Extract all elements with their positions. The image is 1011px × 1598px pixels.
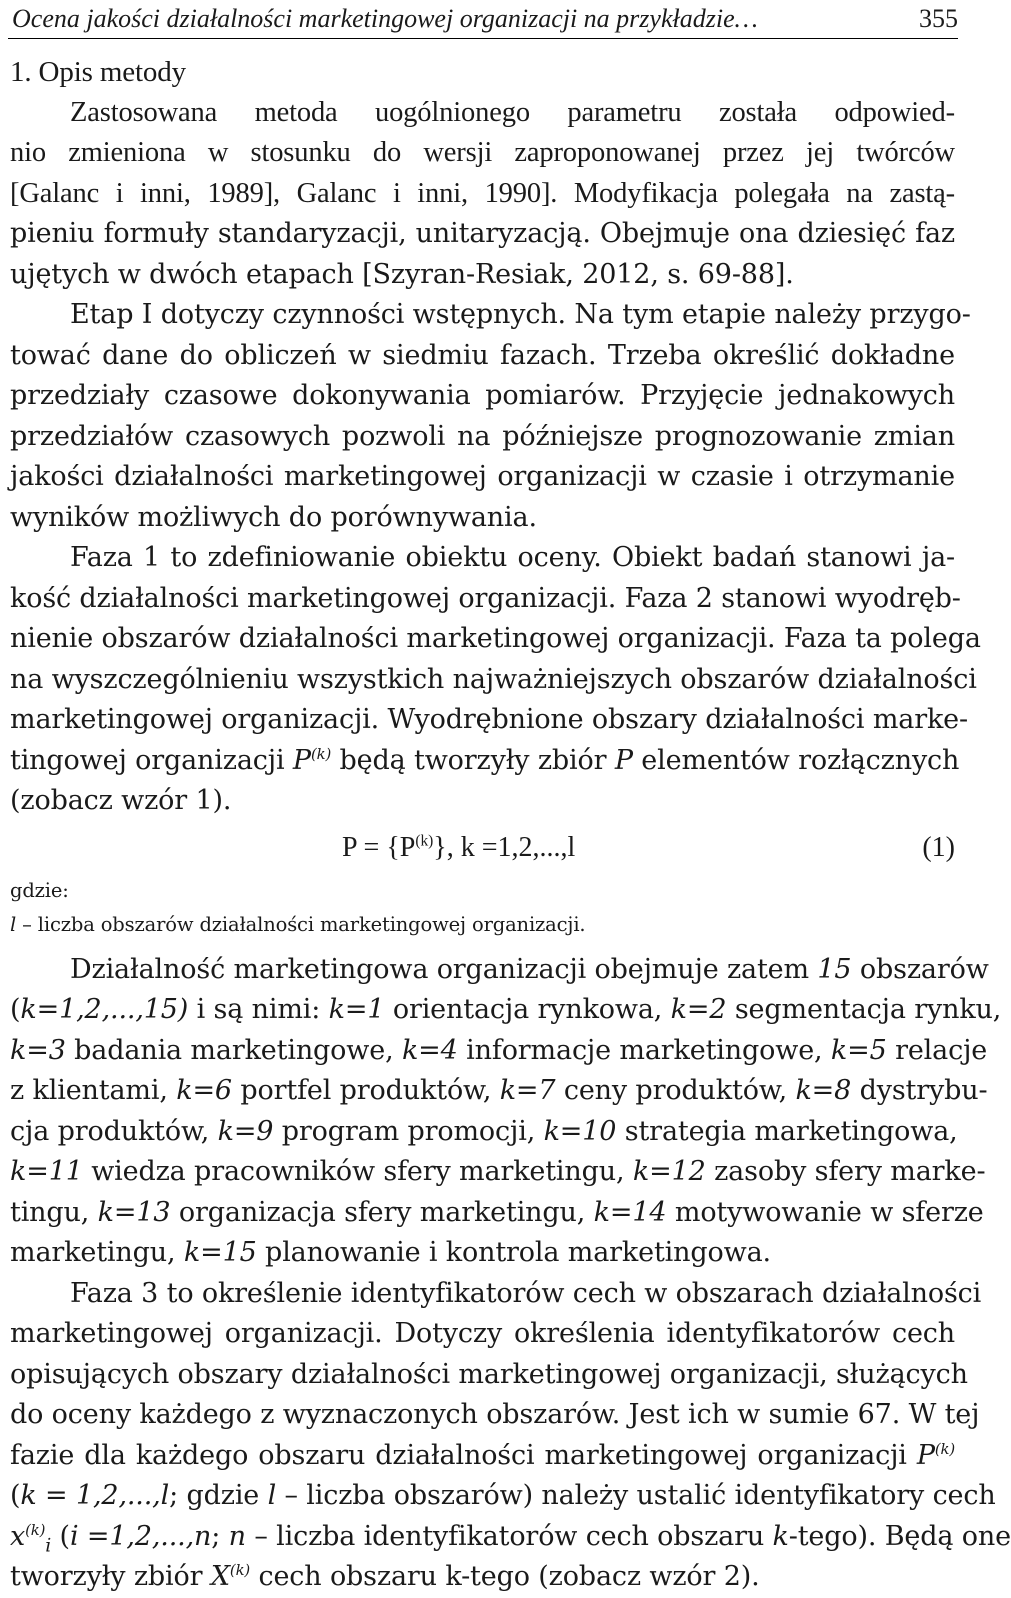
running-header: [8, 2, 958, 39]
text-line: opisujących obszary działalności marketingowej organizacji, służących: [10, 1358, 968, 1390]
text-line: (k=1,2,...,15) i są nimi: k=1 orientacja rynkowa, k=2 segmentacja rynku,: [10, 994, 1002, 1025]
text-line: tingu, k=13 organizacja sfery marketingu, k=14 motywowanie w sferze: [10, 1196, 984, 1228]
text-line: [Galanc i inni, 1989], Galanc i inni, 1990]. Modyfikacja polegała na zastą-: [10, 177, 955, 209]
page-body: [10, 52, 1011, 1598]
text-line: do oceny każdego z wyznaczonych obszarów. Jest ich w sumie 67. W tej: [10, 1399, 980, 1430]
section-heading: 1. Opis metody: [10, 56, 186, 88]
where-definition: l – liczba obszarów działalności marketingowej organizacji.: [10, 912, 586, 936]
text-line: marketingowej organizacji. Wyodrębnione obszary działalności marke-: [10, 704, 968, 735]
running-title: Ocena jakości działalności marketingowej organizacji na przykładzie…: [12, 4, 758, 33]
text-line: (zobacz wzór 1).: [10, 785, 232, 816]
text-line: Faza 1 to zdefiniowanie obiektu oceny. Obiekt badań stanowi ja-: [70, 542, 955, 573]
text-line: Etap I dotyczy czynności wstępnych. Na tym etapie należy przygo-: [70, 299, 971, 330]
text-line: wyników możliwych do porównywania.: [10, 501, 537, 533]
text-line: nienie obszarów działalności marketingowej organizacji. Faza ta polega: [10, 623, 981, 654]
text-line: na wyszczególnieniu wszystkich najważniejszych obszarów działalności: [10, 663, 977, 695]
text-line: Zastosowana metoda uogólnionego parametru została odpowied-: [70, 96, 955, 128]
formula-1: [10, 822, 955, 874]
text-line: z klientami, k=6 portfel produktów, k=7 ceny produktów, k=8 dystrybu-: [10, 1075, 988, 1106]
text-line: marketingowej organizacji. Dotyczy określenia identyfikatorów cech: [10, 1318, 955, 1349]
formula-expression: $P = \{P^{(k)}\}$, k =1,2,...,l: [342, 831, 576, 863]
formula-number: (1): [922, 831, 955, 863]
text-line: nio zmieniona w stosunku do wersji zaproponowanej przez jej twórców: [10, 137, 955, 168]
text-line: ujętych w dwóch etapach [Szyran-Resiak, 2012, s. 69-88].: [10, 258, 794, 290]
text-line: kość działalności marketingowej organizacji. Faza 2 stanowi wyodręb-: [10, 582, 961, 614]
page-number: 355: [919, 4, 958, 33]
text-line: tingowej organizacji $P^{(k)}$ będą tworzyły zbiór P elementów rozłącznych: [10, 744, 960, 776]
text-line: tować dane do obliczeń w siedmiu fazach. Trzeba określić dokładne: [10, 339, 955, 371]
text-line: tworzyły zbiór $X^{(k)}$ cech obszaru k-tego (zobacz wzór 2).: [10, 1561, 760, 1592]
text-line: Działalność marketingowa organizacji obejmuje zatem 15 obszarów: [70, 953, 989, 985]
text-line: marketingu, k=15 planowanie i kontrola marketingowa.: [10, 1237, 771, 1268]
where-label: gdzie:: [10, 878, 69, 902]
text-line: k=3 badania marketingowe, k=4 informacje marketingowe, k=5 relacje: [10, 1034, 988, 1066]
text-line: $x^{(k)}_i$ (i =1,2,...,n; n – liczba identyfikatorów cech obszaru k-tego). Będą one: [10, 1520, 1011, 1556]
text-line: (k = 1,2,...,l; gdzie l – liczba obszarów) należy ustalić identyfikatory cech: [10, 1480, 996, 1511]
text-line: przedziały czasowe dokonywania pomiarów. Przyjęcie jednakowych: [10, 380, 955, 411]
text-line: jakości działalności marketingowej organizacji w czasie i otrzymanie: [10, 461, 955, 492]
text-line: k=11 wiedza pracowników sfery marketingu, k=12 zasoby sfery marke-: [10, 1156, 986, 1187]
text-line: fazie dla każdego obszaru działalności marketingowej organizacji $P^{(k)}$: [10, 1439, 955, 1471]
text-line: pieniu formuły standaryzacji, unitaryzacją. Obejmuje ona dziesięć faz: [10, 218, 955, 249]
text-line: cja produktów, k=9 program promocji, k=10 strategia marketingowa,: [10, 1115, 958, 1147]
text-line: przedziałów czasowych pozwoli na późniejsze prognozowanie zmian: [10, 420, 955, 452]
text-line: Faza 3 to określenie identyfikatorów cech w obszarach działalności: [70, 1277, 982, 1309]
